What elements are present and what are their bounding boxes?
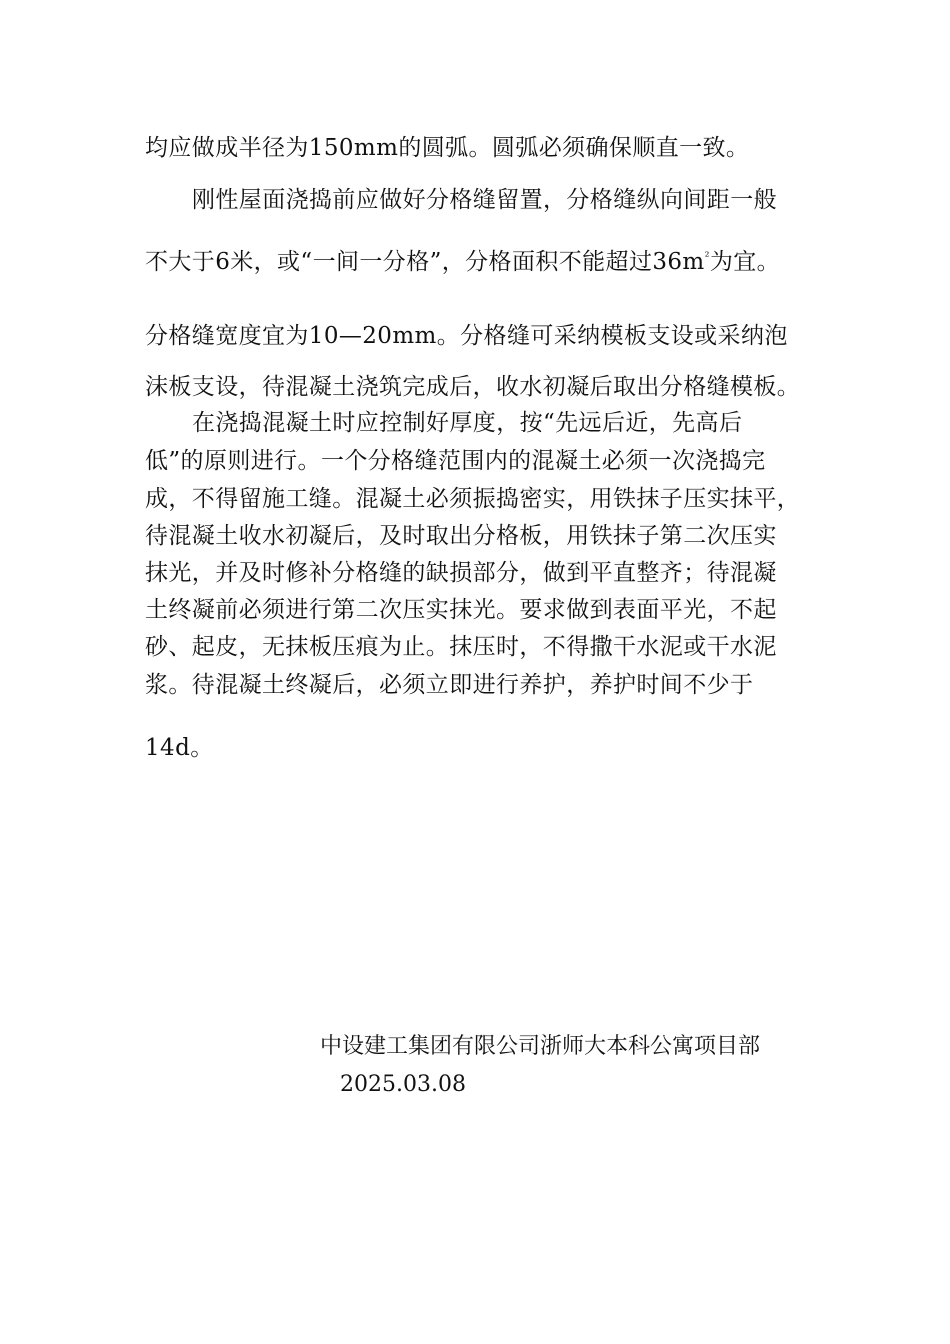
body-line-1: 均应做成半径为150mm的圆弧。圆弧必须确保顺直一致。 (145, 135, 750, 161)
body-line-4: 分格缝宽度宜为10—20mm。分格缝可采纳模板支设或采纳泡 (145, 323, 788, 349)
body-line-6: 在浇捣混凝土时应控制好厚度，按“先远后近，先高后 (192, 410, 743, 436)
body-line-3 (145, 247, 780, 277)
body-line-10: 抹光，并及时修补分格缝的缺损部分，做到平直整齐；待混凝 (145, 560, 777, 586)
signature-date: 2025.03.08 (340, 1072, 466, 1097)
body-line-12: 砂、起皮，无抹板压痕为止。抹压时，不得撒干水泥或干水泥 (145, 634, 777, 660)
body-line-3-tail: 为宜。 (709, 249, 781, 275)
signature-organization: 中设建工集团有限公司浙师大本科公寓项目部 (320, 1034, 761, 1059)
body-line-2: 刚性屋面浇捣前应做好分格缝留置，分格缝纵向间距一般 (192, 187, 777, 213)
body-line-8: 成，不得留施工缝。混凝土必须振捣密实，用铁抹子压实抹平， (145, 486, 801, 512)
body-line-5: 沫板支设，待混凝土浇筑完成后，收水初凝后取出分格缝模板。 (145, 374, 801, 400)
superscript-two: ² (704, 249, 710, 264)
body-line-13: 浆。待混凝土终凝后，必须立即进行养护，养护时间不少于 (145, 672, 754, 698)
body-line-11: 土终凝前必须进行第二次压实抹光。要求做到表面平光，不起 (145, 597, 777, 623)
body-line-14: 14d。 (145, 735, 214, 761)
body-line-3-main: 不大于6米，或“一间一分格”，分格面积不能超过36m (145, 249, 705, 275)
body-line-7: 低”的原则进行。一个分格缝范围内的混凝土必须一次浇捣完 (145, 448, 766, 474)
body-line-9: 待混凝土收水初凝后，及时取出分格板，用铁抹子第二次压实 (145, 523, 777, 549)
